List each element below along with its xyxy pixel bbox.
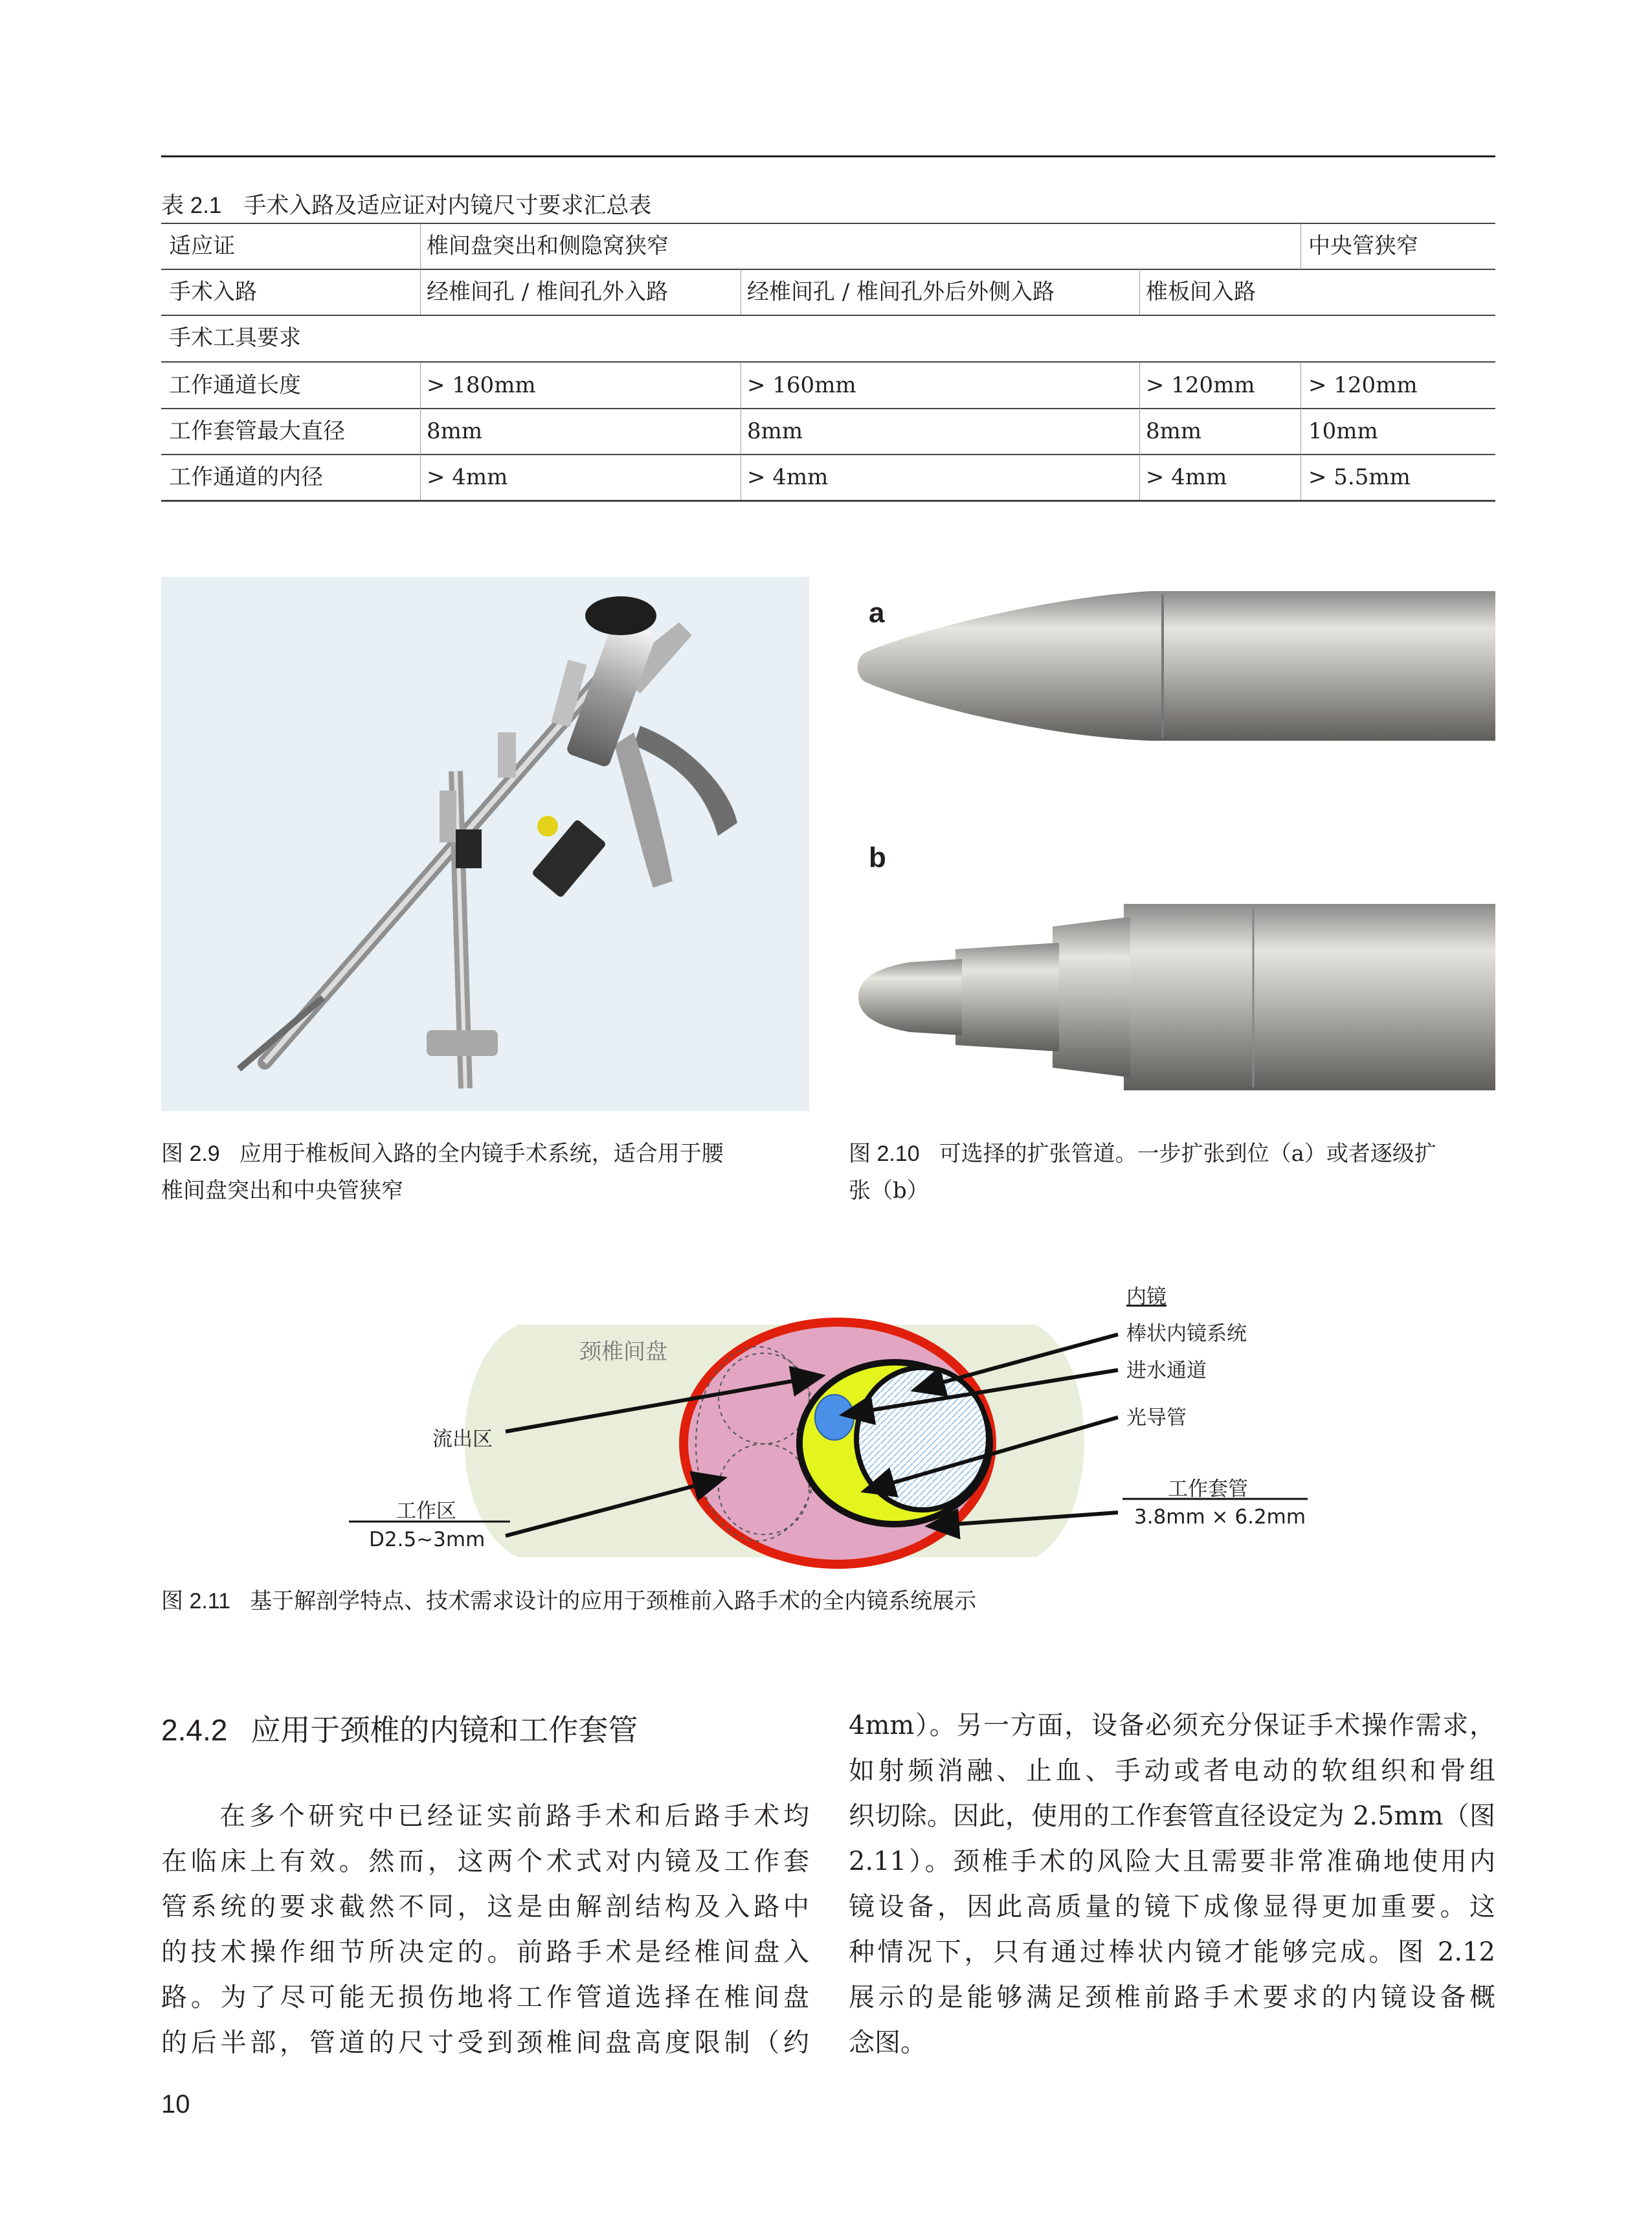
caption-text: 可选择的扩张管道。一步扩张到位（a）或者逐级扩 (939, 1141, 1436, 1167)
body-line: 种情况下，只有通过棒状内镜才能够完成。图 2.12 (849, 1937, 1495, 1967)
table-cell: 椎间盘突出和侧隐窝狭窄 (427, 233, 669, 259)
table-cell: 适应证 (169, 233, 235, 259)
table-cell: > 180mm (427, 372, 536, 398)
body-line: 如射频消融、止血、手动或者电动的软组织和骨组 (849, 1756, 1495, 1786)
table-cell: > 120mm (1308, 372, 1418, 398)
body-line: 的后半部，管道的尺寸受到颈椎间盘高度限制（约 (161, 2028, 809, 2058)
table-cell: 中央管狭窄 (1308, 233, 1418, 259)
body-line: 路。为了尽可能无损伤地将工作管道选择在椎间盘 (161, 1983, 809, 2012)
body-line: 展示的是能够满足颈椎前路手术要求的内镜设备概 (849, 1983, 1495, 2012)
caption-text: 基于解剖学特点、技术需求设计的应用于颈椎前入路手术的全内镜系统展示 (250, 1588, 977, 1614)
table-cell: 经椎间孔 / 椎间孔外后外侧入路 (747, 279, 1055, 305)
table-cell: > 4mm (1146, 464, 1227, 490)
fig-2-10-number: 图 2.10 (849, 1141, 920, 1166)
table-cell: 工作通道的内径 (169, 464, 323, 490)
body-line: 4mm）。另一方面，设备必须充分保证手术操作需求， (849, 1711, 1495, 1740)
table-cell: 工作套管最大直径 (169, 418, 345, 444)
inflow-label: 进水通道 (1126, 1359, 1207, 1382)
body-line: 镜设备，因此高质量的镜下成像显得更加重要。这 (849, 1892, 1495, 1922)
panel-label-b: b (869, 842, 886, 873)
table-cell: 经椎间孔 / 椎间孔外入路 (427, 279, 669, 305)
rod-lens-label: 棒状内镜系统 (1126, 1322, 1247, 1345)
section-title: 应用于颈椎的内镜和工作套管 (251, 1713, 638, 1748)
disc-label: 颈椎间盘 (579, 1339, 667, 1365)
fig-2-9-number: 图 2.9 (161, 1141, 220, 1166)
table-cell: > 5.5mm (1308, 464, 1411, 490)
table-number: 表 2.1 (161, 193, 222, 218)
fig-2-11-caption (161, 1583, 1495, 1620)
caption-text: 椎间盘突出和中央管狭窄 (161, 1178, 403, 1204)
section-heading (161, 1707, 638, 1749)
table-title: 手术入路及适应证对内镜尺寸要求汇总表 (243, 193, 652, 219)
caption-text: 张（b） (849, 1178, 929, 1204)
table-cell: > 4mm (747, 464, 829, 490)
work-zone-size: D2.5~3mm (369, 1528, 486, 1551)
body-line: 在临床上有效。然而，这两个术式对内镜及工作套 (161, 1847, 809, 1876)
table-cell: 椎板间入路 (1146, 279, 1256, 305)
panel-label-a: a (869, 597, 885, 629)
table-cell: 手术工具要求 (169, 325, 301, 351)
table-cell: 10mm (1308, 418, 1378, 444)
fig-2-11-number: 图 2.11 (161, 1589, 231, 1613)
table-cell: 8mm (747, 418, 803, 444)
table-cell: 工作通道长度 (169, 372, 301, 398)
light-guide-label: 光导管 (1126, 1406, 1187, 1430)
inflow-channel (815, 1395, 854, 1440)
section-number: 2.4.2 (161, 1713, 228, 1747)
table-cell: 8mm (427, 418, 483, 444)
table-cell: 手术入路 (169, 279, 257, 305)
body-line: 念图。 (849, 2028, 926, 2058)
table-cell: > 160mm (747, 372, 856, 398)
body-line: 2.11）。颈椎手术的风险大且需要非常准确地使用内 (849, 1847, 1495, 1876)
body-line: 的技术操作细节所决定的。前路手术是经椎间盘入 (161, 1937, 809, 1967)
body-line: 管系统的要求截然不同，这是由解剖结构及入路中 (161, 1892, 809, 1922)
body-line: 织切除。因此，使用的工作套管直径设定为 2.5mm（图 (849, 1801, 1495, 1831)
page-number: 10 (161, 2090, 190, 2119)
body-line: 在多个研究中已经证实前路手术和后路手术均 (219, 1801, 809, 1831)
sheath-size: 3.8mm × 6.2mm (1134, 1505, 1306, 1529)
endoscope-header: 内镜 (1126, 1285, 1166, 1309)
table-cell: > 4mm (427, 464, 508, 490)
table-cell: 8mm (1146, 418, 1202, 444)
outflow-label: 流出区 (432, 1428, 493, 1451)
sheath-label: 工作套管 (1168, 1478, 1248, 1501)
work-zone-label: 工作区 (396, 1500, 456, 1523)
table-cell: > 120mm (1146, 372, 1255, 398)
caption-text: 应用于椎板间入路的全内镜手术系统，适合用于腰 (239, 1141, 724, 1167)
